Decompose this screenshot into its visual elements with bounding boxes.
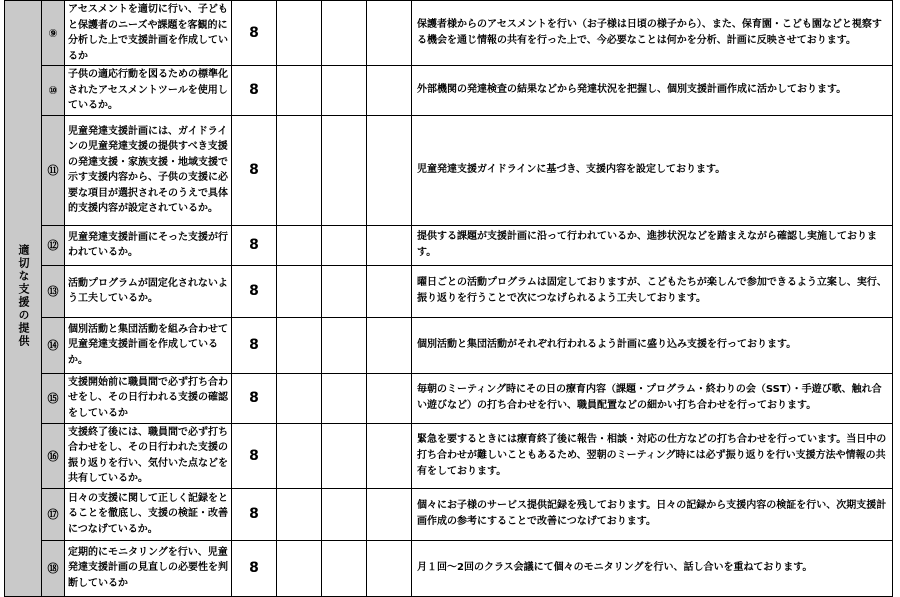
empty-cell: [322, 115, 367, 225]
empty-cell: [277, 317, 322, 373]
empty-cell: [277, 225, 322, 265]
table-row: [5, 265, 893, 317]
table-row: [5, 1, 893, 66]
comment-text: 保護者様からのアセスメントを行い（お子様は日頃の様子から）、また、保育園・こども園などと視察する機会を通じ情報の共有を行った上で、今必要なことは何かを分析、計画に反映させております。: [412, 1, 893, 66]
yes-count: 8: [232, 540, 277, 596]
category-label: 適切な支援の提供: [17, 243, 30, 348]
evaluation-table-wrapper: [4, 0, 893, 597]
yes-count: 8: [232, 225, 277, 265]
empty-cell: [367, 66, 412, 116]
empty-cell: [367, 373, 412, 423]
row-number: ⑨: [42, 1, 65, 66]
empty-cell: [322, 488, 367, 540]
empty-cell: [277, 265, 322, 317]
row-number: ⑫: [42, 225, 65, 265]
item-text: 児童発達支援計画には、ガイドラインの児童発達支援の提供すべき支援の発達支援・家族支援・地域支援で示す支援内容から、子供の支援に必要な項目が選択されそのうえで具体的支援内容が設定されているか。: [65, 115, 232, 225]
row-number: ⑪: [42, 115, 65, 225]
comment-text: 緊急を要するときには療育終了後に報告・相談・対応の仕方などの打ち合わせを行っています。当日中の打ち合わせが難しいこともあるため、翌朝のミーティング時には必ず振り返りを行い支援方法や情報の共有をしております。: [412, 423, 893, 488]
empty-cell: [322, 317, 367, 373]
category-cell: [5, 1, 42, 597]
row-number: ⑱: [42, 540, 65, 596]
item-text: 日々の支援に関して正しく記録をとることを徹底し、支援の検証・改善につなげているか。: [65, 488, 232, 540]
yes-count: 8: [232, 115, 277, 225]
table-row: [5, 66, 893, 116]
empty-cell: [367, 540, 412, 596]
empty-cell: [277, 488, 322, 540]
evaluation-table: [4, 0, 893, 597]
yes-count: 8: [232, 317, 277, 373]
yes-count: 8: [232, 488, 277, 540]
empty-cell: [322, 66, 367, 116]
yes-count: 8: [232, 265, 277, 317]
yes-count: 8: [232, 423, 277, 488]
empty-cell: [367, 488, 412, 540]
empty-cell: [367, 423, 412, 488]
table-row: [5, 373, 893, 423]
empty-cell: [322, 373, 367, 423]
comment-text: 毎朝のミーティング時にその日の療育内容（課題・プログラム・終わりの会（SST）・手遊び歌、触れ合い遊びなど）の打ち合わせを行い、職員配置などの細かい打ち合わせを行っております。: [412, 373, 893, 423]
yes-count: 8: [232, 373, 277, 423]
empty-cell: [322, 1, 367, 66]
item-text: 支援開始前に職員間で必ず打ち合わせをし、その日行われる支援の確認をしているか: [65, 373, 232, 423]
empty-cell: [322, 265, 367, 317]
comment-text: 月１回～2回のクラス会議にて個々のモニタリングを行い、話し合いを重ねております。: [412, 540, 893, 596]
table-row: [5, 488, 893, 540]
item-text: 定期的にモニタリングを行い、児童発達支援計画の見直しの必要性を判断しているか: [65, 540, 232, 596]
item-text: 児童発達支援計画にそった支援が行われているか。: [65, 225, 232, 265]
empty-cell: [367, 317, 412, 373]
row-number: ⑯: [42, 423, 65, 488]
empty-cell: [367, 115, 412, 225]
table-row: [5, 540, 893, 596]
evaluation-table-body: [5, 1, 893, 597]
comment-text: 外部機関の発達検査の結果などから発達状況を把握し、個別支援計画作成に活かしております。: [412, 66, 893, 116]
empty-cell: [277, 1, 322, 66]
yes-count: 8: [232, 1, 277, 66]
table-row: [5, 115, 893, 225]
empty-cell: [322, 225, 367, 265]
row-number: ⑮: [42, 373, 65, 423]
empty-cell: [322, 540, 367, 596]
empty-cell: [322, 423, 367, 488]
comment-text: 個別活動と集団活動がそれぞれ行われるよう計画に盛り込み支援を行っております。: [412, 317, 893, 373]
row-number: ⑩: [42, 66, 65, 116]
item-text: 活動プログラムが固定化されないよう工夫しているか。: [65, 265, 232, 317]
empty-cell: [367, 265, 412, 317]
table-row: [5, 225, 893, 265]
empty-cell: [277, 373, 322, 423]
empty-cell: [277, 540, 322, 596]
empty-cell: [277, 115, 322, 225]
table-row: [5, 317, 893, 373]
empty-cell: [367, 225, 412, 265]
comment-text: 個々にお子様のサービス提供記録を残しております。日々の記録から支援内容の検証を行い、次期支援計画作成の参考にすることで改善につなげております。: [412, 488, 893, 540]
row-number: ⑭: [42, 317, 65, 373]
yes-count: 8: [232, 66, 277, 116]
empty-cell: [367, 1, 412, 66]
item-text: 子供の適応行動を図るための標準化されたアセスメントツールを使用しているか。: [65, 66, 232, 116]
item-text: 個別活動と集団活動を組み合わせて児童発達支援計画を作成しているか。: [65, 317, 232, 373]
row-number: ⑰: [42, 488, 65, 540]
item-text: アセスメントを適切に行い、子どもと保護者のニーズや課題を客観的に分析した上で支援計画を作成しているか: [65, 1, 232, 66]
empty-cell: [277, 66, 322, 116]
item-text: 支援終了後には、職員間で必ず打ち合わせをし、その日行われた支援の振り返りを行い、気付いた点などを共有しているか。: [65, 423, 232, 488]
empty-cell: [277, 423, 322, 488]
comment-text: 児童発達支援ガイドラインに基づき、支援内容を設定しております。: [412, 115, 893, 225]
comment-text: 曜日ごとの活動プログラムは固定しておりますが、こどもたちが楽しんで参加できるよう立案し、実行、振り返りを行うことで次につなげられるよう工夫しております。: [412, 265, 893, 317]
table-row: [5, 423, 893, 488]
row-number: ⑬: [42, 265, 65, 317]
comment-text: 提供する課題が支援計画に沿って行われているか、進捗状況などを踏まえながら確認し実施しております。: [412, 225, 893, 265]
